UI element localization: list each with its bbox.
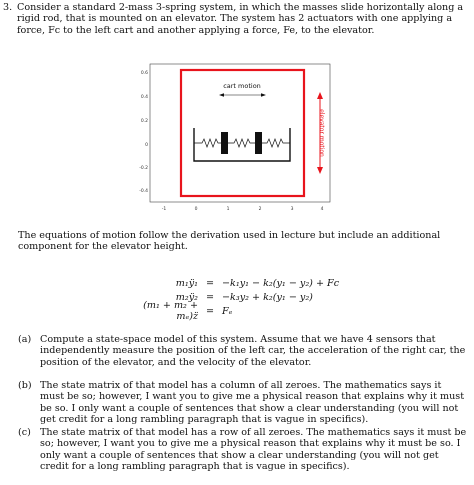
question-text: The state matrix of that model has a column of all zeroes. The mathematics says it must be so; however, I want you to give me a physical reason that explains why it must be so. I only want a couple of sentences that show a clear understanding (you will not get credit for a long rambling paragraph that is vague in specifics). <box>40 380 465 425</box>
elevator-motion-label: elevator motion <box>318 109 325 157</box>
equations-of-motion <box>120 276 380 322</box>
x-tick-label: 2 <box>258 207 262 212</box>
equations-intro: The equations of motion follow the derivation used in lecture but include an additional component for the elevator height. <box>18 230 441 253</box>
question-label: (b) <box>18 380 32 391</box>
equation-lhs: m₂ÿ₂ <box>175 291 198 303</box>
question-c <box>18 427 468 472</box>
y-tick-label: -0.4 <box>139 189 148 194</box>
arrowhead-left-icon <box>219 93 224 97</box>
mass-spring-figure <box>136 58 336 220</box>
spring-left <box>194 139 221 147</box>
equation-row <box>120 276 380 290</box>
y-tick-label: -0.2 <box>139 166 148 171</box>
equation-row <box>120 300 380 322</box>
arrowhead-right-icon <box>261 93 266 97</box>
y-tick-label: 0.2 <box>140 119 148 124</box>
equation-op: = <box>205 305 215 317</box>
arrowhead-up-icon <box>317 92 323 99</box>
equation-lhs: m₁ÿ₁ <box>175 277 198 289</box>
mass-left <box>221 132 228 154</box>
x-tick-label: 3 <box>290 207 294 212</box>
equation-rhs: −k₁y₁ − k₂(y₁ − y₂) + Fc <box>222 277 340 289</box>
y-tick-label: 0 <box>145 143 148 148</box>
spring-middle <box>228 139 255 147</box>
question-label: (c) <box>18 427 31 438</box>
x-tick-label: -1 <box>161 207 167 212</box>
y-tick-labels <box>139 70 148 194</box>
question-b <box>18 380 468 425</box>
question-text: The state matrix of that model has a row of all zeroes. The mathematics says it must be so; however, I want you to give me a physical reason that explains why it must be so. I only want a couple of sentences that show a clear understanding (you will not get credit for a long rambling paragraph that is vague in specifics). <box>40 427 467 472</box>
question-a <box>18 334 468 368</box>
cart-channel <box>194 128 290 161</box>
y-tick-label: 0.6 <box>140 71 148 76</box>
spring-right <box>262 139 290 147</box>
question-text: Compute a state-space model of this system. Assume that we have 4 sensors that independently measure the position of the left car, the acceleration of the right car, the position of the elevator, and the velocity of the elevator. <box>40 334 466 368</box>
equation-op: = <box>205 291 215 303</box>
arrowhead-down-icon <box>317 167 323 174</box>
x-tick-label: 0 <box>194 207 198 212</box>
equation-rhs: −k₃y₂ + k₂(y₁ − y₂) <box>222 291 313 303</box>
y-tick-label: 0.4 <box>140 95 148 100</box>
cart-motion-label: cart motion <box>223 82 261 90</box>
equation-op: = <box>205 277 215 289</box>
question-label: (a) <box>18 334 32 345</box>
problem-text: Consider a standard 2-mass 3-spring system, in which the masses slide horizontally along a rigid rod, that is mounted on an elevator. The system has 2 actuators with one applying a force, Fc to the left cart and another applying a force, Fe, to the elevator. <box>17 2 464 36</box>
equation-rhs: Fₑ <box>222 305 233 317</box>
x-tick-labels <box>162 206 324 212</box>
problem-statement <box>3 2 469 36</box>
x-tick-label: 1 <box>226 207 230 212</box>
problem-number: 3. <box>3 2 13 13</box>
x-tick-label: 4 <box>320 207 324 212</box>
equation-lhs: (m₁ + m₂ + mₑ)z̈ <box>143 300 198 322</box>
mass-right <box>255 132 262 154</box>
